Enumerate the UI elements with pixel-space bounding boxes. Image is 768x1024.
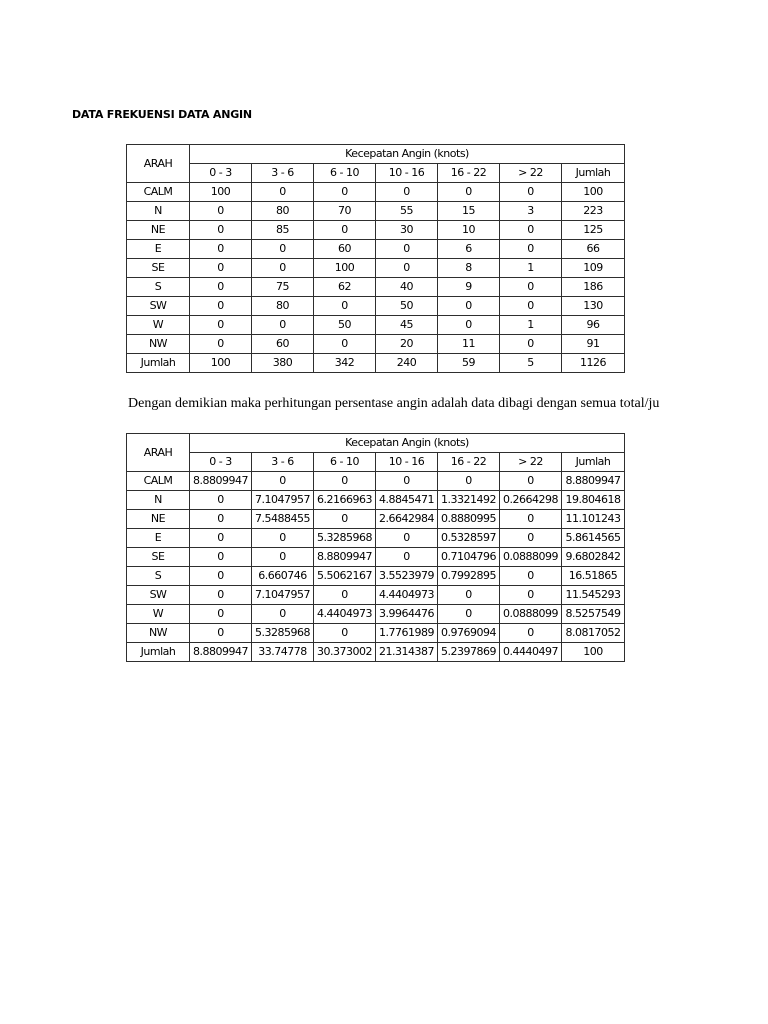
table-cell: 0 bbox=[500, 567, 562, 586]
arah-header: ARAH bbox=[127, 434, 190, 472]
table-cell: 125 bbox=[562, 221, 625, 240]
table-cell: 0 bbox=[190, 259, 252, 278]
table-row bbox=[127, 605, 625, 624]
table-cell: 0 bbox=[500, 529, 562, 548]
table-cell: 0 bbox=[500, 510, 562, 529]
row-label: E bbox=[127, 529, 190, 548]
table-cell: 0 bbox=[190, 624, 252, 643]
table-cell: 0.0888099 bbox=[500, 605, 562, 624]
arah-header: ARAH bbox=[127, 145, 190, 183]
table-cell: 19.804618 bbox=[562, 491, 625, 510]
table-row bbox=[127, 221, 625, 240]
table-row bbox=[127, 183, 625, 202]
table-cell: 0 bbox=[252, 183, 314, 202]
table-cell: 0 bbox=[314, 183, 376, 202]
table-cell: 380 bbox=[252, 354, 314, 373]
table-cell: 4.4404973 bbox=[314, 605, 376, 624]
row-label: N bbox=[127, 202, 190, 221]
row-label: SE bbox=[127, 259, 190, 278]
table-cell: 100 bbox=[314, 259, 376, 278]
table-cell: 0 bbox=[190, 221, 252, 240]
table-cell: 8.8809947 bbox=[190, 643, 252, 662]
table-cell: 0 bbox=[376, 548, 438, 567]
table-cell: 16.51865 bbox=[562, 567, 625, 586]
table-cell: 0 bbox=[438, 605, 500, 624]
table-cell: 59 bbox=[438, 354, 500, 373]
row-label: NW bbox=[127, 624, 190, 643]
row-label: E bbox=[127, 240, 190, 259]
table-cell: 75 bbox=[252, 278, 314, 297]
table-row bbox=[127, 240, 625, 259]
table-cell: 15 bbox=[438, 202, 500, 221]
table-cell: 4.8845471 bbox=[376, 491, 438, 510]
table-row bbox=[127, 202, 625, 221]
column-header: > 22 bbox=[500, 164, 562, 183]
table-cell: 0 bbox=[500, 586, 562, 605]
table-cell: 0 bbox=[314, 335, 376, 354]
speed-group-header: Kecepatan Angin (knots) bbox=[190, 145, 625, 164]
table-cell: 2.6642984 bbox=[376, 510, 438, 529]
table-cell: 0 bbox=[314, 221, 376, 240]
column-header-row bbox=[127, 164, 625, 183]
table-cell: 0 bbox=[500, 472, 562, 491]
table-cell: 0 bbox=[190, 529, 252, 548]
table-cell: 0 bbox=[252, 548, 314, 567]
row-label: NW bbox=[127, 335, 190, 354]
wind-frequency-table bbox=[126, 144, 625, 373]
table-cell: 1126 bbox=[562, 354, 625, 373]
table-cell: 0.2664298 bbox=[500, 491, 562, 510]
table-cell: 55 bbox=[376, 202, 438, 221]
table-row bbox=[127, 297, 625, 316]
column-header: 0 - 3 bbox=[190, 164, 252, 183]
explanation-paragraph: Dengan demikian maka perhitungan persentase angin adalah data dibagi dengan semua total/ju bbox=[128, 396, 660, 411]
table-cell: 20 bbox=[376, 335, 438, 354]
table-cell: 1 bbox=[500, 259, 562, 278]
table-cell: 11.101243 bbox=[562, 510, 625, 529]
column-header: 10 - 16 bbox=[376, 453, 438, 472]
table-cell: 30.373002 bbox=[314, 643, 376, 662]
table-row bbox=[127, 586, 625, 605]
table-cell: 8 bbox=[438, 259, 500, 278]
table-cell: 0 bbox=[376, 183, 438, 202]
table-cell: 0 bbox=[314, 586, 376, 605]
column-header: 3 - 6 bbox=[252, 164, 314, 183]
column-header-row bbox=[127, 453, 625, 472]
table-cell: 40 bbox=[376, 278, 438, 297]
table-cell: 9.6802842 bbox=[562, 548, 625, 567]
table-cell: 0 bbox=[314, 624, 376, 643]
table-cell: 0.0888099 bbox=[500, 548, 562, 567]
table-cell: 80 bbox=[252, 202, 314, 221]
column-header: > 22 bbox=[500, 453, 562, 472]
table-cell: 0 bbox=[190, 567, 252, 586]
table-cell: 50 bbox=[314, 316, 376, 335]
table-cell: 0 bbox=[438, 297, 500, 316]
table-cell: 0 bbox=[190, 297, 252, 316]
table-cell: 1.3321492 bbox=[438, 491, 500, 510]
table-cell: 0 bbox=[376, 472, 438, 491]
table-cell: 0.8880995 bbox=[438, 510, 500, 529]
table-cell: 0 bbox=[438, 472, 500, 491]
table-cell: 0 bbox=[190, 202, 252, 221]
table-cell: 0 bbox=[252, 259, 314, 278]
table-cell: 0 bbox=[252, 240, 314, 259]
table-cell: 186 bbox=[562, 278, 625, 297]
row-label: NE bbox=[127, 510, 190, 529]
table-cell: 1.7761989 bbox=[376, 624, 438, 643]
row-label: NE bbox=[127, 221, 190, 240]
table-cell: 7.5488455 bbox=[252, 510, 314, 529]
table-cell: 0 bbox=[190, 278, 252, 297]
table-cell: 62 bbox=[314, 278, 376, 297]
table-cell: 0 bbox=[190, 586, 252, 605]
table-cell: 0 bbox=[190, 548, 252, 567]
table-row bbox=[127, 316, 625, 335]
table-cell: 11.545293 bbox=[562, 586, 625, 605]
column-header: 10 - 16 bbox=[376, 164, 438, 183]
table-cell: 80 bbox=[252, 297, 314, 316]
table-cell: 0 bbox=[252, 529, 314, 548]
table-cell: 240 bbox=[376, 354, 438, 373]
table-row bbox=[127, 354, 625, 373]
table-cell: 0 bbox=[190, 605, 252, 624]
table-cell: 7.1047957 bbox=[252, 491, 314, 510]
table-cell: 0 bbox=[190, 510, 252, 529]
table-row bbox=[127, 472, 625, 491]
column-header: 0 - 3 bbox=[190, 453, 252, 472]
table-cell: 0 bbox=[314, 297, 376, 316]
table-cell: 0 bbox=[500, 183, 562, 202]
table-cell: 0 bbox=[252, 605, 314, 624]
row-label: Jumlah bbox=[127, 643, 190, 662]
table-cell: 5.5062167 bbox=[314, 567, 376, 586]
table-cell: 8.0817052 bbox=[562, 624, 625, 643]
table-cell: 0 bbox=[376, 259, 438, 278]
table-cell: 0.7104796 bbox=[438, 548, 500, 567]
table-cell: 96 bbox=[562, 316, 625, 335]
column-header: 3 - 6 bbox=[252, 453, 314, 472]
page-title: DATA FREKUENSI DATA ANGIN bbox=[72, 108, 252, 121]
column-header: Jumlah bbox=[562, 164, 625, 183]
speed-group-header: Kecepatan Angin (knots) bbox=[190, 434, 625, 453]
table-cell: 100 bbox=[562, 183, 625, 202]
table-row bbox=[127, 259, 625, 278]
table-cell: 109 bbox=[562, 259, 625, 278]
table-cell: 70 bbox=[314, 202, 376, 221]
table-cell: 0 bbox=[190, 316, 252, 335]
table-cell: 4.4404973 bbox=[376, 586, 438, 605]
table-row bbox=[127, 567, 625, 586]
table-row bbox=[127, 624, 625, 643]
table-cell: 3.9964476 bbox=[376, 605, 438, 624]
table-cell: 8.5257549 bbox=[562, 605, 625, 624]
table-cell: 11 bbox=[438, 335, 500, 354]
table-cell: 6.660746 bbox=[252, 567, 314, 586]
table-row bbox=[127, 335, 625, 354]
table-cell: 1 bbox=[500, 316, 562, 335]
table-cell: 0 bbox=[500, 221, 562, 240]
table-cell: 5.3285968 bbox=[314, 529, 376, 548]
table-cell: 342 bbox=[314, 354, 376, 373]
table-cell: 6 bbox=[438, 240, 500, 259]
table-row bbox=[127, 510, 625, 529]
table-row bbox=[127, 643, 625, 662]
table-cell: 85 bbox=[252, 221, 314, 240]
table-cell: 5.2397869 bbox=[438, 643, 500, 662]
table-cell: 0 bbox=[376, 240, 438, 259]
table-cell: 0 bbox=[314, 510, 376, 529]
table-cell: 5.8614565 bbox=[562, 529, 625, 548]
table-cell: 100 bbox=[190, 183, 252, 202]
table-cell: 0 bbox=[500, 278, 562, 297]
table-cell: 0.5328597 bbox=[438, 529, 500, 548]
table-row bbox=[127, 548, 625, 567]
table-cell: 33.74778 bbox=[252, 643, 314, 662]
table-header-row bbox=[127, 145, 625, 164]
table-cell: 130 bbox=[562, 297, 625, 316]
table-cell: 21.314387 bbox=[376, 643, 438, 662]
table-cell: 0 bbox=[500, 240, 562, 259]
column-header: 6 - 10 bbox=[314, 453, 376, 472]
column-header: 16 - 22 bbox=[438, 164, 500, 183]
table-cell: 0.7992895 bbox=[438, 567, 500, 586]
column-header: 6 - 10 bbox=[314, 164, 376, 183]
table-cell: 0 bbox=[500, 624, 562, 643]
row-label: SW bbox=[127, 586, 190, 605]
table-cell: 5.3285968 bbox=[252, 624, 314, 643]
row-label: S bbox=[127, 278, 190, 297]
table-cell: 30 bbox=[376, 221, 438, 240]
table-cell: 8.8809947 bbox=[314, 548, 376, 567]
table-cell: 3.5523979 bbox=[376, 567, 438, 586]
table-cell: 0.4440497 bbox=[500, 643, 562, 662]
table-cell: 8.8809947 bbox=[190, 472, 252, 491]
row-label: S bbox=[127, 567, 190, 586]
table-cell: 0 bbox=[500, 297, 562, 316]
table-header-row bbox=[127, 434, 625, 453]
row-label: W bbox=[127, 605, 190, 624]
table-cell: 100 bbox=[190, 354, 252, 373]
table-cell: 0 bbox=[252, 316, 314, 335]
table-cell: 45 bbox=[376, 316, 438, 335]
table-cell: 7.1047957 bbox=[252, 586, 314, 605]
table-cell: 50 bbox=[376, 297, 438, 316]
table-cell: 60 bbox=[252, 335, 314, 354]
table-cell: 223 bbox=[562, 202, 625, 221]
row-label: Jumlah bbox=[127, 354, 190, 373]
row-label: CALM bbox=[127, 472, 190, 491]
table-cell: 3 bbox=[500, 202, 562, 221]
table-cell: 9 bbox=[438, 278, 500, 297]
table-row bbox=[127, 529, 625, 548]
table-cell: 91 bbox=[562, 335, 625, 354]
row-label: N bbox=[127, 491, 190, 510]
table-cell: 0 bbox=[314, 472, 376, 491]
table-cell: 0.9769094 bbox=[438, 624, 500, 643]
table-cell: 8.8809947 bbox=[562, 472, 625, 491]
table-cell: 100 bbox=[562, 643, 625, 662]
table-cell: 0 bbox=[376, 529, 438, 548]
column-header: Jumlah bbox=[562, 453, 625, 472]
row-label: W bbox=[127, 316, 190, 335]
wind-percentage-table bbox=[126, 433, 625, 662]
table-row bbox=[127, 278, 625, 297]
table-cell: 0 bbox=[252, 472, 314, 491]
table-cell: 0 bbox=[438, 183, 500, 202]
table-cell: 66 bbox=[562, 240, 625, 259]
table-cell: 0 bbox=[190, 335, 252, 354]
table-cell: 10 bbox=[438, 221, 500, 240]
table-cell: 0 bbox=[500, 335, 562, 354]
table-cell: 0 bbox=[438, 586, 500, 605]
table-cell: 6.2166963 bbox=[314, 491, 376, 510]
table-cell: 0 bbox=[438, 316, 500, 335]
table-cell: 60 bbox=[314, 240, 376, 259]
table-cell: 0 bbox=[190, 240, 252, 259]
table-cell: 0 bbox=[190, 491, 252, 510]
row-label: SE bbox=[127, 548, 190, 567]
table-cell: 5 bbox=[500, 354, 562, 373]
row-label: SW bbox=[127, 297, 190, 316]
row-label: CALM bbox=[127, 183, 190, 202]
column-header: 16 - 22 bbox=[438, 453, 500, 472]
table-row bbox=[127, 491, 625, 510]
